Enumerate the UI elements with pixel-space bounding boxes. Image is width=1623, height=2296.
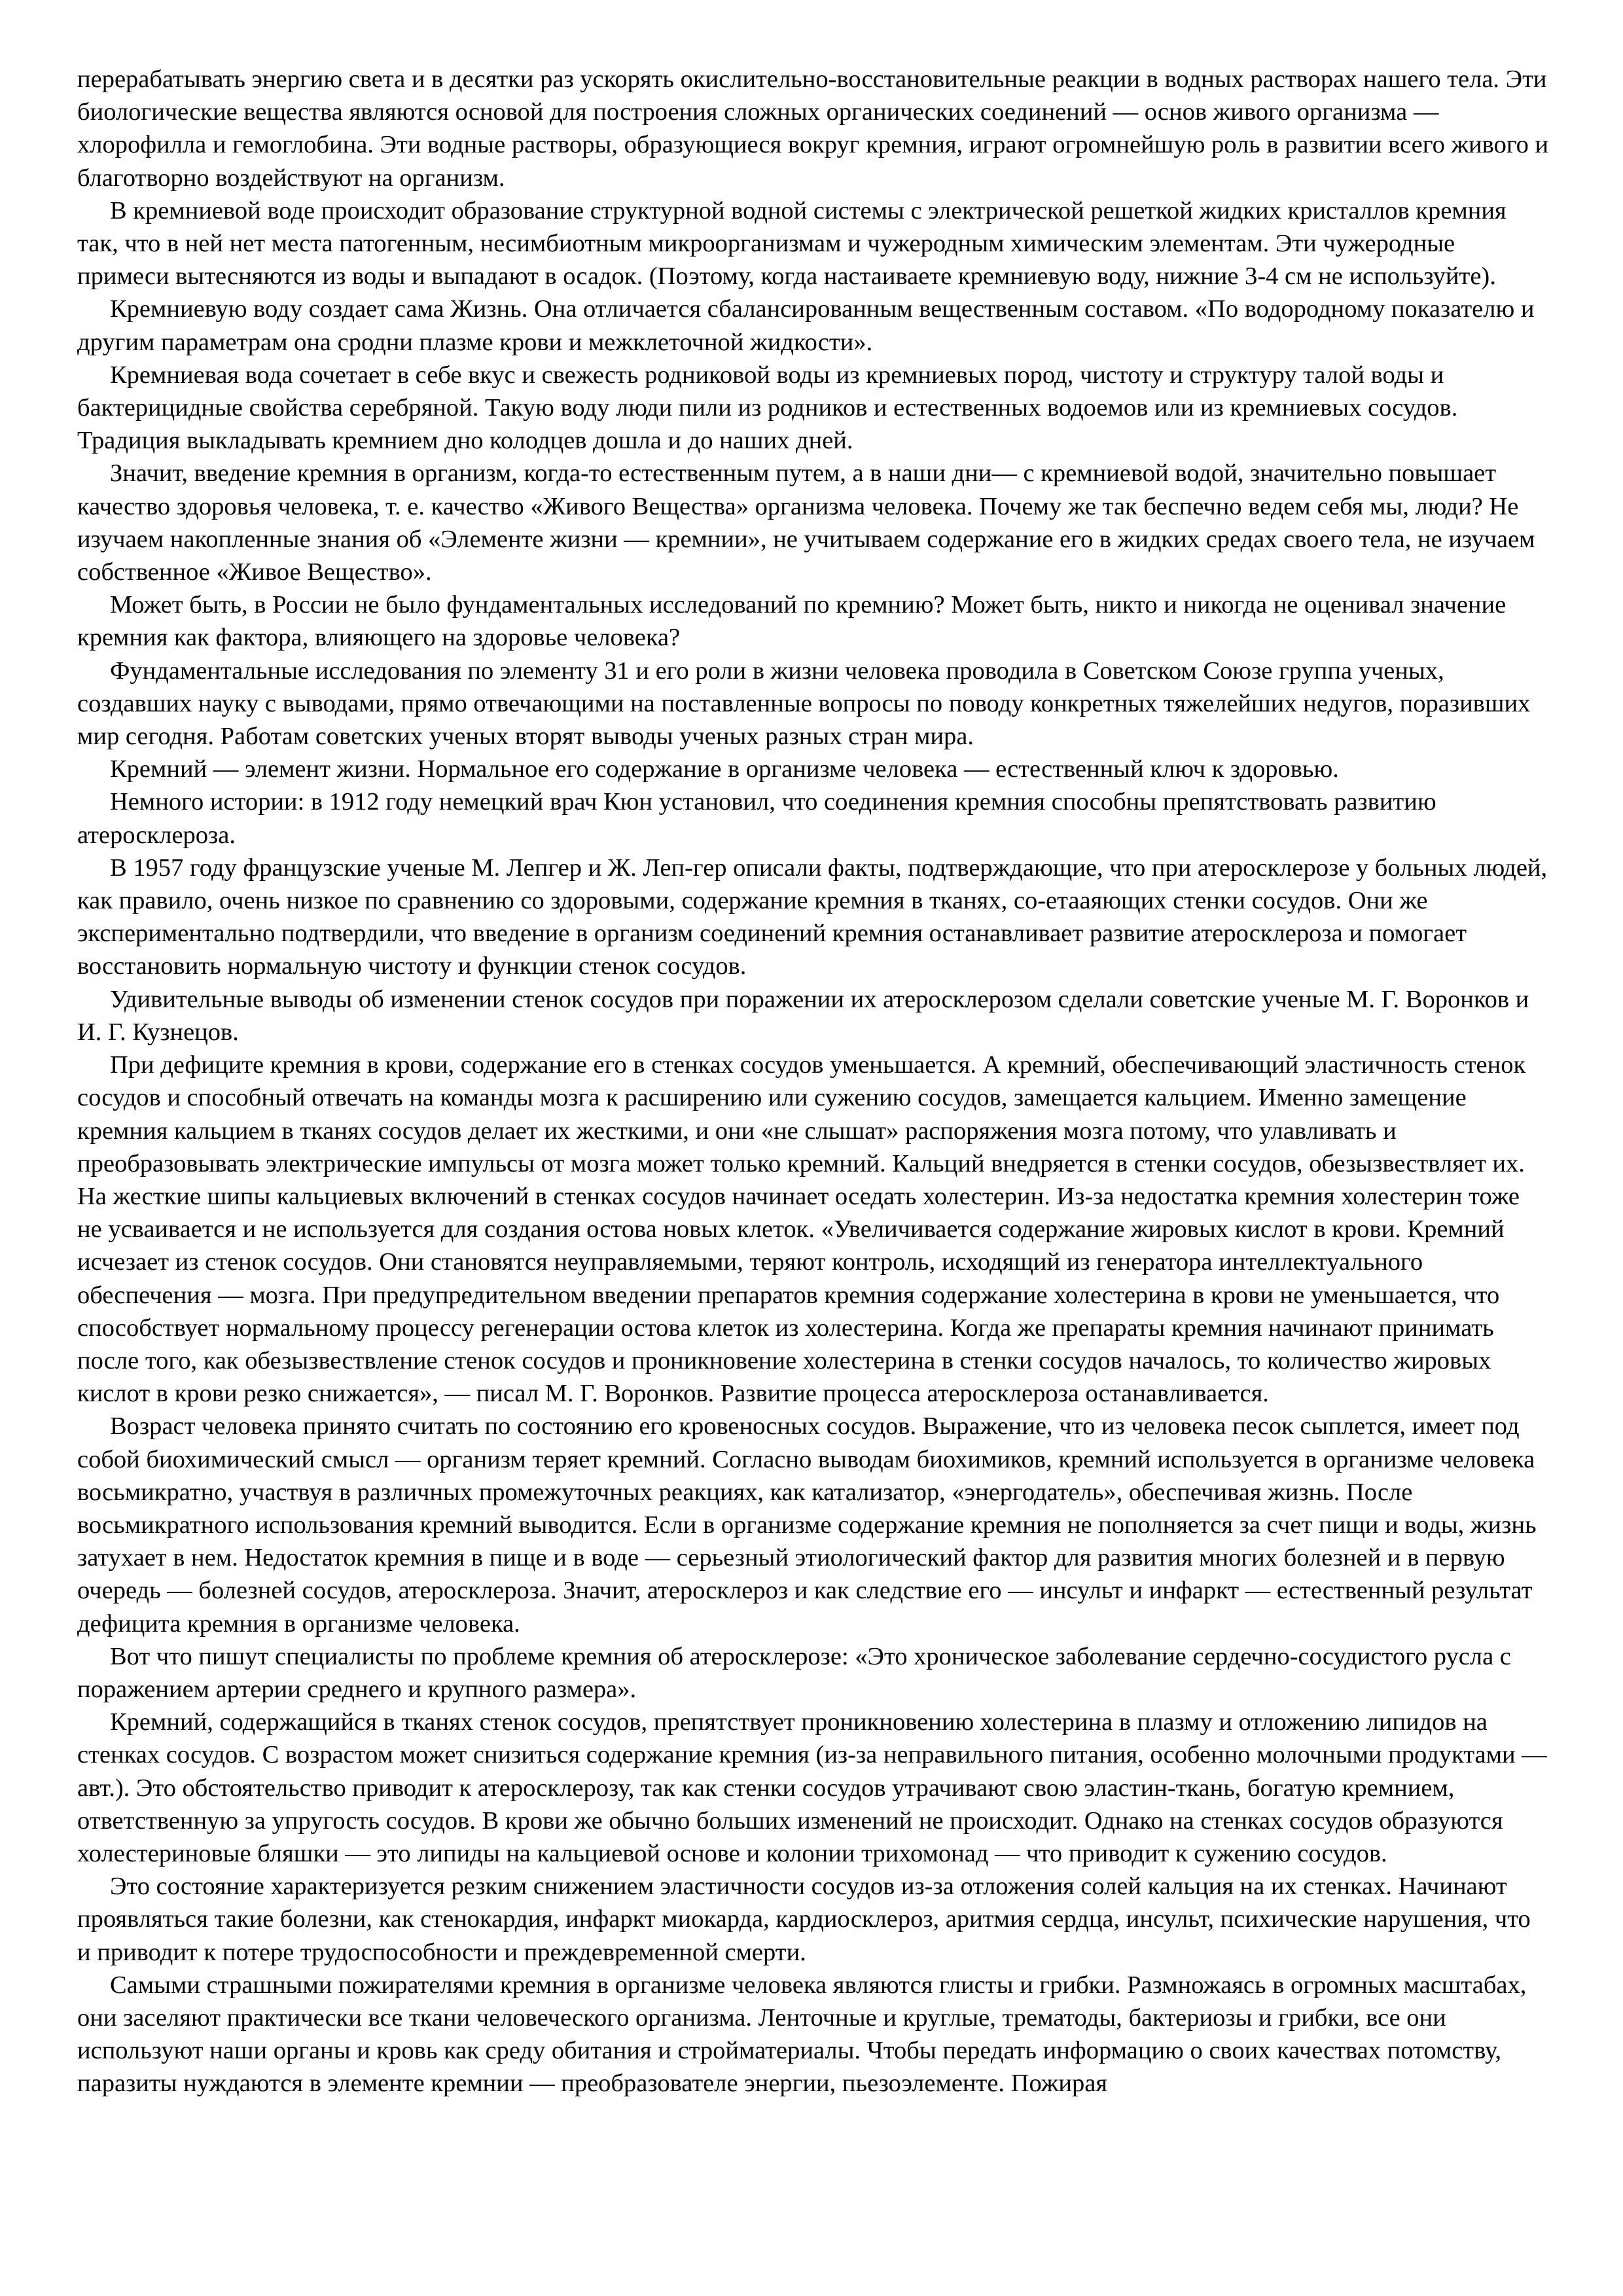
paragraph: При дефиците кремния в крови, содержание его в стенках сосудов уменьшается. А кремний, обеспечивающий эластичность стенок сосудов и способный отвечать на команды мозга к расширению или сужению сосудов, замещается кальцием. Именно замещение кремния кальцием в тканях сосудов делает их жесткими, и они «не слышат» распоряжения мозга потому, что улавливать и преобразовывать электрические импульсы от мозга может только кремний. Кальций внедряется в стенки сосудов, обезызвествляет их. На жесткие шипы кальциевых включений в стенках сосудов начинает оседать холестерин. Из-за недостатка кремния холестерин тоже не усваивается и не используется для создания остова новых клеток. «Увеличивается содержание жировых кислот в крови. Кремний исчезает из стенок сосудов. Они становятся неуправляемыми, теряют контроль, исходящий из генератора интеллектуального обеспечения — мозга. При предупредительном введении препаратов кремния содержание холестерина в крови не уменьшается, что способствует нормальному процессу регенерации остова клеток из холестерина. Когда же препараты кремния начинают принимать после того, как обезызвествление стенок сосудов и проникновение холестерина в стенки сосудов началось, то количество жировых кислот в крови резко снижается», — писал М. Г. Воронков. Развитие процесса атеросклероза останавливается.	[77, 1051, 1526, 1408]
paragraph: Кремний — элемент жизни. Нормальное его содержание в организме человека — естественный ключ к здоровью.	[110, 755, 1339, 783]
paragraph: Это состояние характеризуется резким снижением эластичности сосудов из-за отложения солей кальция на их стенках. Начинают проявляться такие болезни, как стенокардия, инфаркт миокарда, кардиосклероз, аритмия сердца, инсульт, психические нарушения, что и приводит к потере трудоспособности и преждевременной смерти.	[77, 1873, 1531, 1966]
paragraph: Кремниевая вода сочетает в себе вкус и свежесть родниковой воды из кремниевых пород, чистоту и структуру талой воды и бактерицидные свойства серебряной. Такую воду люди пили из родников и естественных водоемов или из кремниевых сосудов. Традиция выкладывать кремнием дно колодцев дошла и до наших дней.	[77, 361, 1458, 455]
paragraph: Удивительные выводы об изменении стенок сосудов при поражении их атеросклерозом сделали советские ученые М. Г. Воронков и И. Г. Кузнецов.	[77, 985, 1529, 1046]
paragraph: Может быть, в России не было фундаментальных исследований по кремнию? Может быть, никто и никогда не оценивал значение кремния как фактора, влияющего на здоровье человека?	[77, 591, 1507, 652]
paragraph: В кремниевой воде происходит образование структурной водной системы с электрической решеткой жидких кристаллов кремния так, что в ней нет места патогенным, несимбиотным микроорганизмам и чужеродным химическим элементам. Эти чужеродные примеси вытесняются из воды и выпадают в осадок. (Поэтому, когда настаиваете кремниевую воду, нижние 3-4 см не используйте).	[77, 196, 1507, 291]
paragraph: Значит, введение кремния в организм, когда-то естественным путем, а в наши дни— с кремниевой водой, значительно повышает качество здоровья человека, т. е. качество «Живого Вещества» организма человека. Почему же так беспечно ведем себя мы, люди? Не изучаем накопленные знания об «Элементе жизни — кремнии», не учитываем содержание его в жидких средах своего тела, не изучаем собственное «Живое Вещество».	[77, 459, 1535, 586]
paragraph: Немного истории: в 1912 году немецкий врач Кюн установил, что соединения кремния способны препятствовать развитию атеросклероза.	[77, 788, 1436, 849]
paragraph: Вот что пишут специалисты по проблеме кремния об атеросклерозе: «Это хроническое заболевание сердечно-сосудистого русла с поражением артерии среднего и крупного размера».	[77, 1642, 1511, 1703]
paragraph: В 1957 году французские ученые М. Лепгер и Ж. Леп-гер описали факты, подтверждающие, что при атеросклерозе у больных людей, как правило, очень низкое по сравнению со здоровыми, содержание кремния в тканях, со-етааяющих стенки сосудов. Они же экспериментально подтвердили, что введение в организм соединений кремния останавливает развитие атеросклероза и помогает восстановить нормальную чистоту и функции стенок сосудов.	[77, 853, 1548, 980]
paragraph: Кремний, содержащийся в тканях стенок сосудов, препятствует проникновению холестерина в плазму и отложению липидов на стенках сосудов. С возрастом может снизиться содержание кремния (из-за неправильного питания, особенно молочными продуктами — авт.). Это обстоятельство приводит к атеросклерозу, так как стенки сосудов утрачивают свою эластин-ткань, богатую кремнием, ответственную за упругость сосудов. В крови же обычно больших изменений не происходит. Однако на стенках сосудов образуются холестериновые бляшки — это липиды на кальциевой основе и колонии трихомонад — что приводит к сужению сосудов.	[77, 1708, 1547, 1867]
paragraph: Самыми страшными пожирателями кремния в организме человека являются глисты и грибки. Размножаясь в огромных масштабах, они заселяют практически все ткани человеческого организма. Ленточные и круглые, трематоды, бактериозы и грибки, все они используют наши органы и кровь как среду обитания и стройматериалы. Чтобы передать информацию о своих качествах потомству, паразиты нуждаются в элементе кремнии — преобразователе энергии, пьезоэлементе. Пожирая	[77, 1971, 1527, 2098]
paragraph: Возраст человека принято считать по состоянию его кровеносных сосудов. Выражение, что из человека песок сыплется, имеет под собой биохимический смысл — организм теряет кремний. Согласно выводам биохимиков, кремний используется в организме человека восьмикратно, участвуя в различных промежуточных реакциях, как катализатор, «энергодатель», обеспечивая жизнь. После восьмикратного использования кремний выводится. Если в организме содержание кремния не пополняется за счет пищи и воды, жизнь затухает в нем. Недостаток кремния в пище и в воде — серьезный этиологический фактор для развития многих болезней и в первую очередь — болезней сосудов, атеросклероза. Значит, атеросклероз и как следствие его — инсульт и инфаркт — естественный результат дефицита кремния в организме человека.	[77, 1412, 1537, 1638]
document-page	[77, 63, 1550, 2100]
paragraph: перерабатывать энергию света и в десятки раз ускорять окислительно-восстановительные реакции в водных растворах нашего тела. Эти биологические вещества являются основой для построения сложных органических соединений — основ живого организма — хлорофилла и гемоглобина. Эти водные растворы, образующиеся вокруг кремния, играют огромнейшую роль в развитии всего живого и благотворно воздействуют на организм.	[77, 65, 1549, 192]
paragraph: Кремниевую воду создает сама Жизнь. Она отличается сбалансированным вещественным составом. «По водородному показателю и другим параметрам она сродни плазме крови и межклеточной жидкости».	[77, 295, 1535, 356]
paragraph: Фундаментальные исследования по элементу 31 и его роли в жизни человека проводила в Советском Союзе группа ученых, создавших науку с выводами, прямо отвечающими на поставленные вопросы по поводу конкретных тяжелейших недугов, поразивших мир сегодня. Работам советских ученых вторят выводы ученых разных стран мира.	[77, 656, 1531, 751]
